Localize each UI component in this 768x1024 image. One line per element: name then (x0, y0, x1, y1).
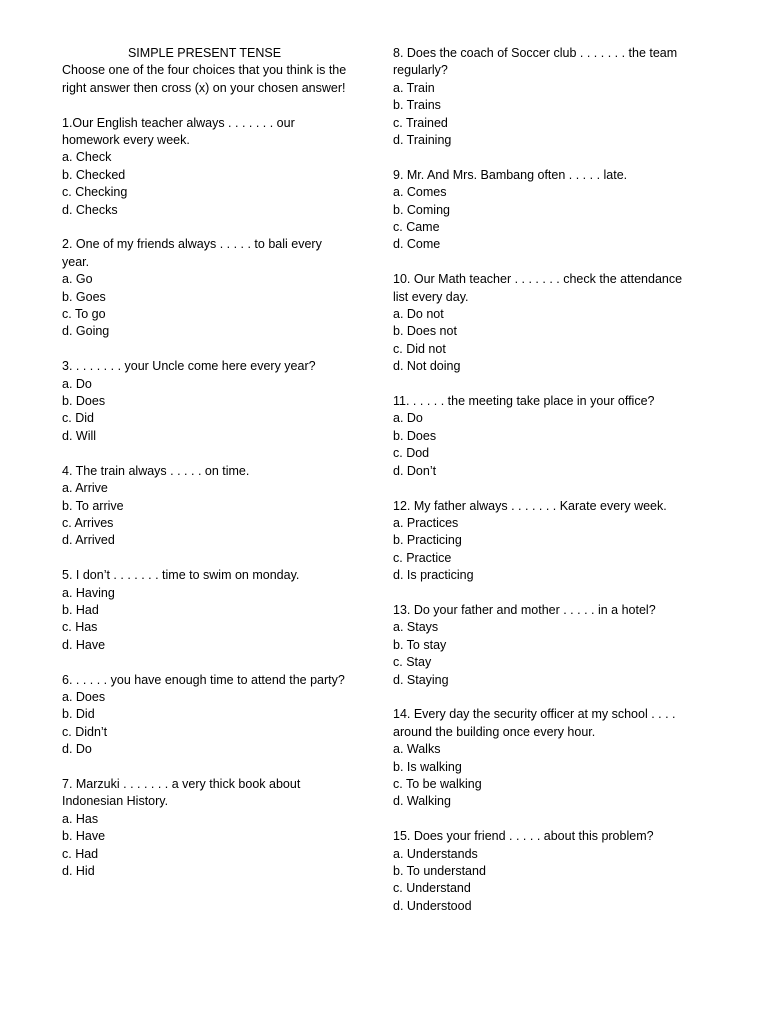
answer-option: b. Does not (393, 324, 457, 339)
answer-option: c. Stay (393, 655, 432, 670)
answer-option: a. Do (62, 376, 92, 391)
answer-option: b. Coming (393, 202, 450, 217)
answer-option: a. Do not (393, 307, 444, 322)
answer-option: a. Does (62, 689, 106, 704)
question-stem: 6. . . . . . you have enough time to attend the party? (62, 672, 345, 687)
answer-option: b. Have (62, 829, 106, 844)
answer-option: b. Checked (62, 167, 126, 182)
question-stem: 8. Does the coach of Soccer club . . . . . . . the team regularly? (393, 46, 678, 78)
question (62, 358, 347, 445)
question-stem: 7. Marzuki . . . . . . . a very thick book about Indonesian History. (62, 776, 301, 809)
answer-option: a. Walks (393, 742, 441, 757)
worksheet-title: SIMPLE PRESENT TENSE (127, 46, 282, 60)
question (393, 45, 693, 149)
answer-option: b. Did (62, 707, 95, 722)
question (62, 776, 347, 880)
right-column (393, 45, 693, 933)
answer-option: c. Had (62, 846, 99, 861)
question-stem: 4. The train always . . . . . on time. (62, 463, 250, 478)
question-stem: 10. Our Math teacher . . . . . . . check the attendance list every day. (393, 272, 683, 304)
answer-option: a. Arrive (62, 481, 108, 496)
question (62, 672, 347, 759)
answer-option: a. Has (62, 811, 99, 826)
answer-option: d. Do (62, 742, 92, 757)
question (62, 567, 347, 654)
answer-option: c. Trained (393, 115, 448, 130)
answer-option: b. Goes (62, 289, 106, 304)
answer-option: b. Is walking (393, 759, 462, 774)
question (393, 271, 693, 375)
answer-option: c. Came (393, 220, 440, 235)
question-stem: 13. Do your father and mother . . . . . in a hotel? (393, 602, 656, 617)
answer-option: c. Understand (393, 881, 471, 896)
answer-option: a. Having (62, 585, 115, 600)
answer-option: b. To stay (393, 637, 447, 652)
answer-option: d. Is practicing (393, 568, 474, 583)
answer-option: a. Go (62, 272, 93, 287)
answer-option: a. Stays (393, 620, 439, 635)
answer-option: c. Dod (393, 446, 430, 461)
answer-option: c. To be walking (393, 776, 482, 791)
answer-option: a. Check (62, 150, 112, 165)
answer-option: d. Have (62, 637, 106, 652)
answer-option: a. Do (393, 411, 423, 426)
answer-option: d. Come (393, 237, 441, 252)
question (393, 602, 693, 689)
answer-option: b. Had (62, 602, 99, 617)
question-stem: 14. Every day the security officer at my school . . . . around the building once every hour. (393, 707, 676, 739)
answer-option: d. Walking (393, 794, 451, 809)
question (393, 706, 693, 810)
answer-option: b. Trains (393, 98, 441, 113)
answer-option: d. Arrived (62, 533, 115, 548)
question-stem: 12. My father always . . . . . . . Karate every week. (393, 498, 667, 513)
question (393, 393, 693, 480)
instructions: Choose one of the four choices that you think is the right answer then cross (x) on your chosen answer! (62, 63, 347, 95)
answer-option: c. Didn’t (62, 724, 108, 739)
answer-option: a. Train (393, 80, 435, 95)
answer-option: b. To understand (393, 863, 486, 878)
question (393, 498, 693, 585)
answer-option: a. Practices (393, 515, 459, 530)
answer-option: d. Not doing (393, 359, 461, 374)
answer-option: b. Does (62, 394, 106, 409)
answer-option: d. Will (62, 428, 97, 443)
question-stem: 5. I don’t . . . . . . . time to swim on monday. (62, 568, 300, 583)
answer-option: c. Has (62, 620, 98, 635)
answer-option: c. Did (62, 411, 94, 426)
answer-option: d. Checks (62, 202, 118, 217)
question-stem: 1.Our English teacher always . . . . . . . our homework every week. (62, 115, 295, 148)
answer-option: a. Understands (393, 846, 478, 861)
answer-option: b. Practicing (393, 533, 462, 548)
answer-option: b. To arrive (62, 498, 124, 513)
answer-option: d. Hid (62, 863, 95, 878)
answer-option: c. Arrives (62, 515, 114, 530)
answer-option: c. Practice (393, 550, 452, 565)
question (62, 115, 347, 219)
question-stem: 15. Does your friend . . . . . about this problem? (393, 829, 654, 844)
question (393, 828, 693, 915)
question-stem: 2. One of my friends always . . . . . to bali every year. (62, 237, 322, 269)
answer-option: d. Training (393, 133, 452, 148)
answer-option: c. Checking (62, 185, 128, 200)
answer-option: a. Comes (393, 185, 447, 200)
left-column (62, 45, 347, 898)
question (62, 463, 347, 550)
answer-option: d. Going (62, 324, 110, 339)
answer-option: c. To go (62, 307, 106, 322)
answer-option: d. Understood (393, 898, 472, 913)
answer-option: d. Don’t (393, 463, 437, 478)
answer-option: b. Does (393, 428, 437, 443)
question-stem: 11. . . . . . the meeting take place in your office? (393, 394, 655, 409)
question (393, 167, 693, 254)
question-stem: 3. . . . . . . . your Uncle come here every year? (62, 359, 316, 374)
answer-option: d. Staying (393, 672, 449, 687)
answer-option: c. Did not (393, 341, 446, 356)
question (62, 236, 347, 340)
question-stem: 9. Mr. And Mrs. Bambang often . . . . . late. (393, 167, 628, 182)
